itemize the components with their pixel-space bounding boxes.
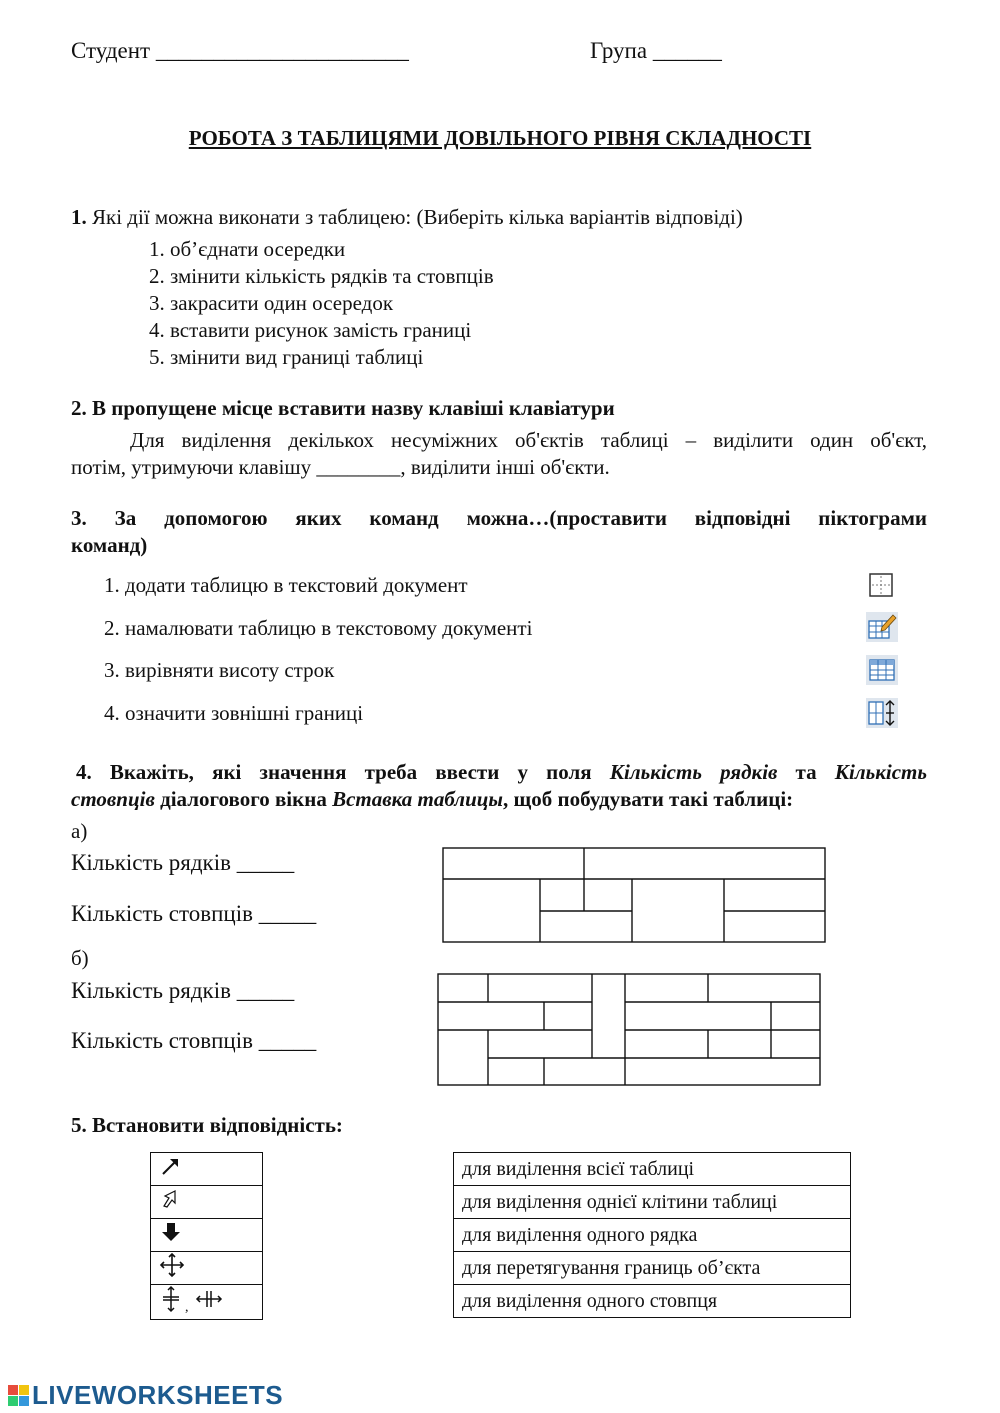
group-line: [590, 38, 722, 64]
page-title: РОБОТА З ТАБЛИЦЯМИ ДОВІЛЬНОГО РІВНЯ СКЛАДНОСТІ: [188, 126, 812, 150]
q3-title-line1: 3. За допомогою яких команд можна…(проставити відповідні піктограми: [71, 506, 927, 530]
q1-option[interactable]: 5. змінити вид границі таблиці: [149, 345, 424, 369]
draw-table-icon[interactable]: [866, 612, 898, 642]
q1-option[interactable]: 1. об’єднати осередки: [149, 237, 346, 261]
liveworksheets-logo[interactable]: [8, 1380, 283, 1411]
q4-line2: [71, 787, 793, 812]
q1-option[interactable]: 2. змінити кількість рядків та стовпців: [149, 264, 494, 288]
group-blank[interactable]: ______: [652, 38, 722, 63]
group-label: Група: [590, 38, 648, 63]
q2-line1: Для виділення декількох несуміжних об'єктів таблиці – виділити один об'єкт,: [130, 428, 927, 452]
q4-line2-a: стовпців: [71, 787, 155, 811]
q4-line1-a: 4. Вкажіть, які значення треба ввести у поля: [76, 760, 610, 784]
q4-b-label: б): [71, 946, 89, 970]
q4-line1: [76, 760, 927, 785]
q1-text: Які дії можна виконати з таблицею: (Виберіть кілька варіантів відповіді): [92, 205, 743, 229]
select-cell-arrow-icon[interactable]: [151, 1186, 263, 1219]
q3-title-line2: команд): [71, 533, 148, 557]
q5-icon-table: [150, 1152, 263, 1320]
q2-title: 2. В пропущене місце вставити назву клавіші клавіатури: [71, 396, 615, 420]
q5-answer[interactable]: для виділення одного рядка: [454, 1219, 851, 1252]
table-a-diagram: [442, 847, 828, 945]
svg-text:,: ,: [185, 1300, 189, 1313]
q3-item[interactable]: 2. намалювати таблицю в текстовому документі: [104, 616, 533, 640]
q5-answer[interactable]: для виділення всієї таблиці: [454, 1153, 851, 1186]
q3-item[interactable]: 3. вирівняти висоту строк: [104, 658, 335, 682]
q4-b-cols[interactable]: Кількість стовпців _____: [71, 1028, 317, 1053]
q5-answer[interactable]: для виділення однієї клітини таблиці: [454, 1186, 851, 1219]
liveworksheets-logo-text: LIVEWORKSHEETS: [32, 1380, 284, 1410]
q1-number: 1.: [71, 205, 87, 229]
borders-icon[interactable]: [868, 572, 894, 598]
q3-item[interactable]: 4. означити зовнішні границі: [104, 701, 364, 725]
q4-line2-b: діалогового вікна: [154, 787, 333, 811]
distribute-rows-icon[interactable]: [866, 698, 898, 728]
liveworksheets-logo-icon: [8, 1385, 30, 1407]
q4-line1-b: Кількість рядків: [609, 760, 778, 784]
q5-answer[interactable]: для виділення одного стовпця: [454, 1285, 851, 1318]
q1-question: [71, 205, 743, 230]
q4-a-cols[interactable]: Кількість стовпців _____: [71, 901, 317, 926]
select-column-arrow-icon[interactable]: [151, 1219, 263, 1252]
q4-line2-c: Вставка таблицы: [332, 787, 504, 811]
move-cross-icon[interactable]: [151, 1252, 263, 1285]
q3-item[interactable]: 1. додати таблицю в текстовий документ: [104, 573, 468, 597]
resize-border-icons[interactable]: [151, 1285, 263, 1320]
q4-b-rows[interactable]: Кількість рядків _____: [71, 978, 295, 1003]
q4-line1-c: та: [777, 760, 835, 784]
q1-option[interactable]: 4. вставити рисунок замість границі: [149, 318, 472, 342]
q4-a-rows[interactable]: Кількість рядків _____: [71, 850, 295, 875]
student-line: [71, 38, 409, 64]
q4-line1-d: Кількість: [834, 760, 927, 784]
student-label: Студент: [71, 38, 151, 63]
student-name-blank[interactable]: ______________________: [155, 38, 409, 63]
table-b-diagram: [437, 973, 823, 1089]
q4-line2-d: , щоб побудувати такі таблиці:: [503, 787, 794, 811]
q5-answer[interactable]: для перетягування границь об’єкта: [454, 1252, 851, 1285]
insert-table-icon[interactable]: [866, 655, 898, 685]
q2-line2[interactable]: потім, утримуючи клавішу ________, виділити інші об'єкти.: [71, 455, 610, 479]
q5-answer-table: [453, 1152, 851, 1318]
q1-option[interactable]: 3. закрасити один осередок: [149, 291, 394, 315]
q5-title: 5. Встановити відповідність:: [71, 1113, 343, 1137]
select-table-arrow-icon[interactable]: [151, 1153, 263, 1186]
q4-a-label: а): [71, 819, 88, 843]
